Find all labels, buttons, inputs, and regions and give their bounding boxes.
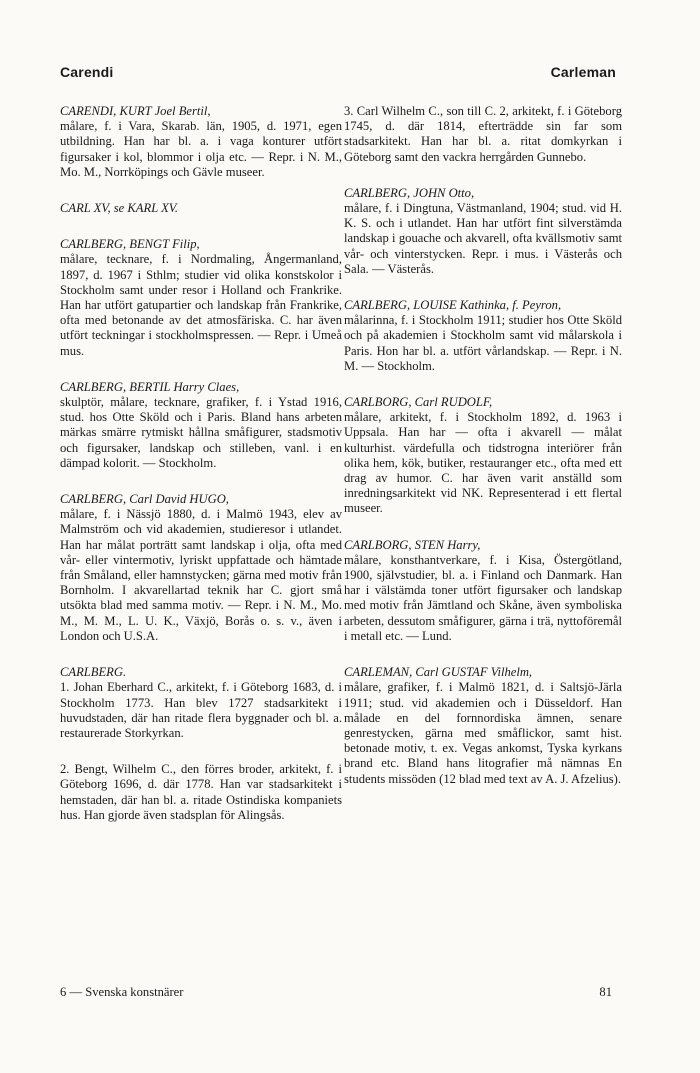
right-column [344,104,622,808]
entry-headword: CARLBERG, BENGT Filip, [60,237,200,252]
entry [344,186,622,277]
entry-text: skulptör, målare, tecknare, grafiker, f. i Ystad 1916, stud. hos Otte Sköld och i Paris. Bland hans arbeten märkas smärre rytmiskt hållna småfigurer, stadsmotiv och figursaker, landskap och stilleben, vanl. i en dämpad kolorit. — Stockholm. [60,395,342,470]
entry-text: målare, arkitekt, f. i Stockholm 1892, d. 1963 i Uppsala. Han har — ofta i akvarell — målat kulturhist. värdefulla och tidstrogna interiörer från olika hem, kök, butiker, restauranger etc., ofta med ett drag av humor. C. har även varit anställd som inredningsarkitekt vid NK. Representerad i ett flertal museer. [344,410,622,516]
entry-text: 2. Bengt, Wilhelm C., den förres broder, arkitekt, f. i Göteborg 1696, d. där 1778. Han var stadsarkitekt i hemstaden, där han bl. a. ritade Ostindiska kompaniets hus. Han gjorde även stadsplan för Alingsås. [60,762,342,822]
entry-text: 3. Carl Wilhelm C., son till C. 2, arkitekt, f. i Göteborg 1745, d. där 1814, efterträdde sin far som stadsarkitekt. Han har bl. a. ritat domkyrkan i Göteborg samt den vackra herrgården Gunnebo. [344,104,622,164]
entry-text: målare, f. i Vara, Skarab. län, 1905, d. 1971, egen utbildning. Han har bl. a. i vaga konturer utfört figursaker i kol, blommor i olja etc. — Repr. i N. M., Mo. M., Norrköpings och Gävle museer. [60,119,342,179]
entry-text: målarinna, f. i Stockholm 1911; studier hos Otte Sköld och på akademien i Stockholm samt vid målarskola i Paris. Hon har bl. a. utfört vårlandskap. — Repr. i N. M. — Stockholm. [344,313,622,373]
entry-text: målare, f. i Dingtuna, Västmanland, 1904; stud. vid H. K. S. och i utlandet. Han har utfört fint silverstämda landskap i gouache och akvarell, ofta kvällsmotiv samt vår- och vinterstycken. Repr. i mus. i Västerås och Sala. — Västerås. [344,201,622,276]
entry [60,492,342,644]
page-number: 81 [599,985,612,999]
entry-headword: CARENDI, KURT Joel Bertil, [60,104,211,118]
entry-headword: CARLBORG, STEN Harry, [344,537,481,552]
entry-text: målare, grafiker, f. i Malmö 1821, d. i Saltsjö-Järla 1911; stud. vid akademien och i Düsseldorf. Han målade en del fornnordiska ämnen, senare genrestycken, gärna med småflickor, samt hist. betonade motiv, t. ex. Vegas ankomst, Tyska kyrkans brand etc. Bland hans litografier må nämnas En students missöden (12 blad med text av A. J. Afzelius). [344,680,622,786]
entry-headword: CARLBORG, Carl RUDOLF, [344,395,493,410]
entry-text: målare, tecknare, f. i Nordmaling, Ångermanland, 1897, d. 1967 i Sthlm; studier vid olika konstskolor i Stockholm samt under resor i Holland och Frankrike. Han har utfört gatupartier och landskap från Frankrike, ofta med betonande av det atmosfäriska. C. har även utfört teckningar i stockholmspressen. — Repr. i Umeå mus. [60,252,342,358]
entry-headword: CARLBERG. [60,665,127,680]
entry-text: målare, konsthantverkare, f. i Kisa, Östergötland, 1900, självstudier, bl. a. i Finland och Danmark. Han har i välstämda toner utfört figursaker och landskap med motiv från Jämtland och Skåne, även symboliska arbeten, dessutom småfigurer, gärna i trä, nyttoföremål i metall etc. — Lund. [344,552,622,643]
entry-headword: CARLBERG, Carl David HUGO, [60,492,229,507]
entry-headword: CARL XV, se KARL XV. [60,201,179,216]
entry [60,237,342,359]
entry [60,104,342,180]
entry [60,380,342,471]
entry [344,395,622,517]
entry-text: 1. Johan Eberhard C., arkitekt, f. i Göteborg 1683, d. i Stockholm 1773. Han blev 1727 stadsarkitekt i huvudstaden, där han ritade flera byggnader och bl. a. restaurerade Storkyrkan. [60,680,342,740]
entry [60,762,342,823]
entry [344,665,622,787]
entry-text: målare, f. i Nässjö 1880, d. i Malmö 1943, elev av Malmström och vid akademien, studieresor i utlandet. Han har målat porträtt samt landskap i olja, ofta med vår- eller vintermotiv, lyriskt uppfattade och hämtade från Småland, eller hamnstycken; gärna med motiv från Bornholm. I akvarellartad teknik har C. gjort små utsökta blad med samma motiv. — Repr. i N. M., Mo. M., M. M., L. U. K., Växjö, Borås o. s. v., även i London och U.S.A. [60,507,342,643]
entry [344,298,622,374]
entry-headword: CARLBERG, BERTIL Harry Claes, [60,379,240,394]
entry [344,538,622,644]
entry [344,104,622,165]
entry [60,665,342,741]
entry [60,201,342,216]
entry-headword: CARLBERG, JOHN Otto, [344,185,475,200]
left-column [60,104,342,844]
entry-headword: CARLBERG, LOUISE Kathinka, f. Peyron, [344,298,562,313]
running-head-right: Carleman [550,64,616,80]
footer-signature: 6 — Svenska konstnärer [60,985,184,999]
entry-headword: CARLEMAN, Carl GUSTAF Vilhelm, [344,665,533,680]
running-head-left: Carendi [60,64,114,80]
